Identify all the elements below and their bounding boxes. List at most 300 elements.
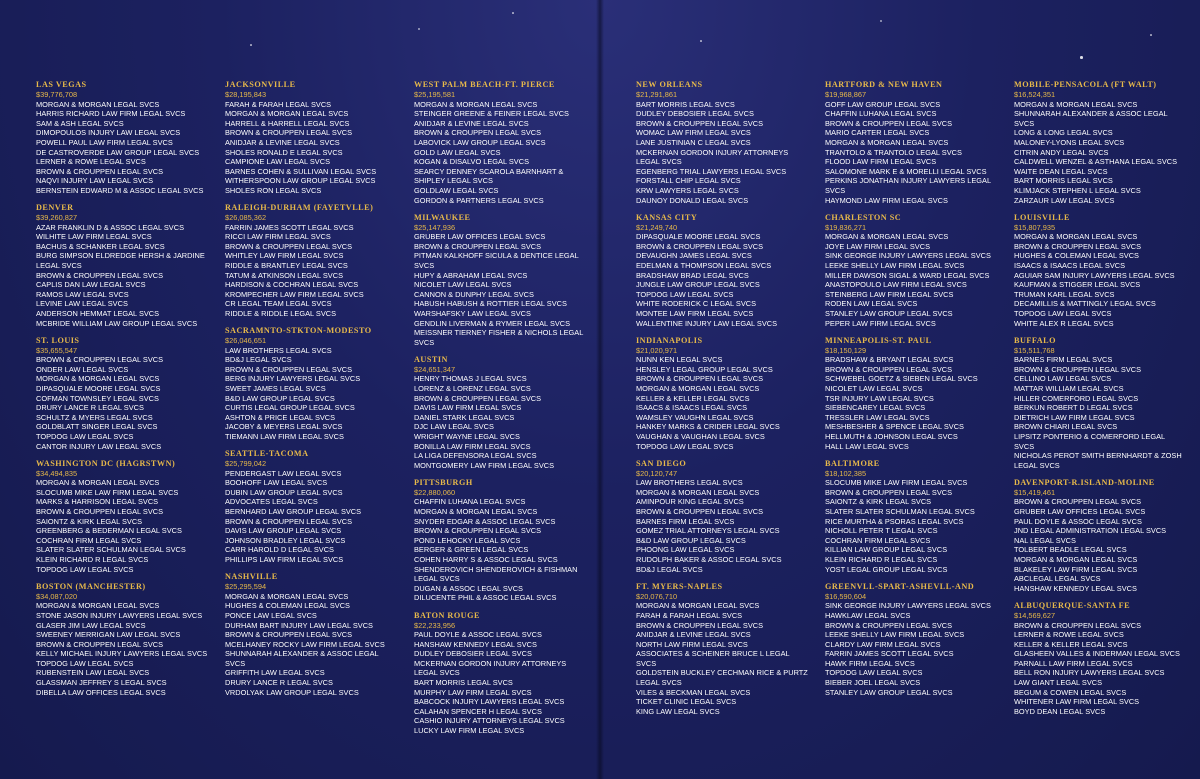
firm-line: BONILLA LAW FIRM LEGAL SVCS — [414, 441, 531, 451]
firm-line: SHOLES RONALD E LEGAL SVCS — [225, 147, 343, 157]
firm-line: ASSOCIATES & SCHEINER BRUCE L LEGAL — [636, 649, 790, 659]
firm-line: HABUSH HABUSH & ROTTIER LEGAL SVCS — [414, 299, 567, 309]
firm-line: CHAFFIN LUHANA LEGAL SVCS — [825, 109, 937, 119]
firm-line: BROWN & CROUPPEN LEGAL SVCS — [1014, 241, 1142, 251]
firm-line: GOLDSTEIN BUCKLEY CECHMAN RICE & PURTZ — [636, 668, 808, 678]
firm-line: TOPDOG LAW LEGAL SVCS — [825, 668, 923, 678]
firm-line: DRURY LANCE R LEGAL SVCS — [36, 403, 144, 413]
market-name: SAN DIEGO — [636, 458, 687, 468]
market-name: BALTIMORE — [825, 458, 880, 468]
firm-line: DUDLEY DEBOSIER LEGAL SVCS — [636, 109, 754, 119]
firm-line: LERNER & ROWE LEGAL SVCS — [1014, 630, 1124, 640]
market-amount: $22,880,060 — [414, 487, 456, 497]
firm-line: RAMOS LAW LEGAL SVCS — [36, 289, 129, 299]
market-amount: $16,590,604 — [825, 591, 867, 601]
firm-line: KLEIN RICHARD R LEGAL SVCS — [825, 555, 938, 565]
firm-line: WARSHAFSKY LAW LEGAL SVCS — [414, 308, 531, 318]
firm-line: LEEKE SHELLY LAW FIRM LEGAL SVCS — [825, 630, 965, 640]
firm-line: BART MORRIS LEGAL SVCS — [414, 678, 513, 688]
firm-line: BROWN & CROUPPEN LEGAL SVCS — [636, 507, 764, 517]
market-block — [36, 336, 225, 452]
market-block — [414, 478, 603, 603]
market-block — [36, 459, 225, 575]
market-amount: $25,799,042 — [225, 459, 267, 469]
firm-line: KILLIAN LAW GROUP LEGAL SVCS — [825, 545, 948, 555]
firm-line: WAMSLEY VAUGHN LEGAL SVCS — [636, 412, 754, 422]
firm-line: VILES & BECKMAN LEGAL SVCS — [636, 687, 751, 697]
firm-line: SINK GEORGE INJURY LAWYERS LEGAL SVCS — [825, 601, 991, 611]
firm-line: SHUNNARAH ALEXANDER & ASSOC LEGAL — [1014, 109, 1168, 119]
market-name: DENVER — [36, 203, 74, 213]
firm-line: HUGHES & COLEMAN LEGAL SVCS — [225, 601, 350, 611]
firm-line: LEGAL SVCS — [414, 668, 460, 678]
firm-line: KAUFMAN & STIGGER LEGAL SVCS — [1014, 280, 1141, 290]
firm-line: DUDLEY DEBOSIER LEGAL SVCS — [414, 649, 532, 659]
firm-line: ANIDJAR & LEVINE LEGAL SVCS — [636, 630, 751, 640]
firm-line: SHENDEROVICH SHENDEROVICH & FISHMAN — [414, 564, 578, 574]
firm-line: BROWN & CROUPPEN LEGAL SVCS — [414, 526, 542, 536]
firm-line: FARRIN JAMES SCOTT LEGAL SVCS — [825, 649, 954, 659]
market-block — [636, 336, 825, 452]
firm-line: BART MORRIS LEGAL SVCS — [636, 99, 735, 109]
market-block — [414, 213, 603, 348]
firm-line: GLASHEEN VALLES & INDERMAN LEGAL SVCS — [1014, 649, 1180, 659]
firm-line: SIEBENCAREY LEGAL SVCS — [825, 403, 926, 413]
firm-line: SCHWEBEL GOETZ & SIEBEN LEGAL SVCS — [825, 374, 978, 384]
firm-line: BROWN & CROUPPEN LEGAL SVCS — [225, 630, 353, 640]
market-amount: $25,195,581 — [414, 90, 456, 99]
firm-line: DECAMILLIS & MATTINGLY LEGAL SVCS — [1014, 299, 1156, 309]
firm-line: WITHERSPOON LAW GROUP LEGAL SVCS — [225, 176, 376, 186]
firm-line: GRUBER LAW OFFICES LEGAL SVCS — [414, 232, 546, 242]
firm-line: BELL RON INJURY LAWYERS LEGAL SVCS — [1014, 668, 1165, 678]
firm-line: WALLENTINE INJURY LAW LEGAL SVCS — [636, 318, 778, 328]
market-amount: $16,524,351 — [1014, 90, 1056, 99]
firm-line: KELLER & KELLER LEGAL SVCS — [636, 393, 750, 403]
firm-line: CASHIO INJURY ATTORNEYS LEGAL SVCS — [414, 716, 565, 726]
firm-line: BIEBER JOEL LEGAL SVCS — [825, 678, 921, 688]
firm-line: FORSTALL CHIP LEGAL SVCS — [636, 176, 741, 186]
firm-line: BERKUN ROBERT D LEGAL SVCS — [1014, 403, 1133, 413]
star — [512, 12, 514, 14]
firm-line: PAUL DOYLE & ASSOC LEGAL SVCS — [414, 630, 542, 640]
firm-line: MORGAN & MORGAN LEGAL SVCS — [825, 232, 949, 242]
firm-line: BROWN & CROUPPEN LEGAL SVCS — [636, 374, 764, 384]
firm-line: GORDON & PARTNERS LEGAL SVCS — [414, 195, 544, 205]
firm-line: ZARZAUR LAW LEGAL SVCS — [1014, 195, 1115, 205]
firm-line: PONCE LAW LEGAL SVCS — [225, 610, 317, 620]
firm-line: DUGAN & ASSOC LEGAL SVCS — [414, 583, 523, 593]
firm-line: NICHOLL PETER T LEGAL SVCS — [825, 526, 938, 536]
market-amount: $15,419,461 — [1014, 487, 1056, 497]
market-block — [225, 449, 414, 565]
firm-line: JOHNSON BRADLEY LEGAL SVCS — [225, 535, 346, 545]
firm-line: LAW BROTHERS LEGAL SVCS — [225, 345, 332, 355]
firm-line: WAITE DEAN LEGAL SVCS — [1014, 166, 1108, 176]
firm-line: DAUNOY DONALD LEGAL SVCS — [636, 195, 749, 205]
firm-line: TOLBERT BEADLE LEGAL SVCS — [1014, 545, 1127, 555]
firm-line: WHITE RODERICK C LEGAL SVCS — [636, 299, 757, 309]
star — [250, 44, 252, 46]
firm-line: WILHITE LAW FIRM LEGAL SVCS — [36, 232, 152, 242]
firm-line: MORGAN & MORGAN LEGAL SVCS — [414, 99, 538, 109]
firm-line: BERNHARD LAW GROUP LEGAL SVCS — [225, 507, 362, 517]
market-amount: $34,494,835 — [36, 468, 78, 478]
firm-line: DEVAUGHN JAMES LEGAL SVCS — [636, 251, 752, 261]
firm-line: BOYD DEAN LEGAL SVCS — [1014, 706, 1106, 716]
market-block — [36, 80, 225, 196]
firm-line: VAUGHAN & VAUGHAN LEGAL SVCS — [636, 432, 765, 441]
right-page — [636, 80, 1200, 770]
market-amount: $24,651,347 — [414, 364, 456, 374]
firm-line: TRUMAN KARL LEGAL SVCS — [1014, 289, 1115, 299]
firm-line: COHEN HARRY S & ASSOC LEGAL SVCS — [414, 555, 558, 565]
firm-line: MORGAN & MORGAN LEGAL SVCS — [1014, 232, 1138, 242]
firm-line: KLIMJACK STEPHEN L LEGAL SVCS — [1014, 185, 1141, 195]
firm-line: SINK GEORGE INJURY LAWYERS LEGAL SVCS — [825, 251, 991, 261]
firm-line: DIETRICH LAW FIRM LEGAL SVCS — [1014, 412, 1135, 422]
firm-line: KRW LAWYERS LEGAL SVCS — [636, 185, 739, 195]
firm-line: DURHAM BART INJURY LAW LEGAL SVCS — [225, 620, 373, 630]
market-block — [1014, 478, 1200, 594]
firm-line: HANSHAW KENNEDY LEGAL SVCS — [1014, 583, 1137, 593]
firm-line: EGENBERG TRIAL LAWYERS LEGAL SVCS — [636, 166, 787, 176]
firm-line: HANSHAW KENNEDY LEGAL SVCS — [414, 639, 537, 649]
market-column — [825, 80, 1014, 770]
firm-line: HENSLEY LEGAL GROUP LEGAL SVCS — [636, 364, 773, 374]
firm-line: GENDLIN LIVERMAN & RYMER LEGAL SVCS — [414, 318, 571, 328]
firm-line: SNYDER EDGAR & ASSOC LEGAL SVCS — [414, 516, 556, 526]
firm-line: SVCS — [1014, 118, 1035, 128]
market-block — [36, 582, 225, 698]
firm-line: BD&J LEGAL SVCS — [225, 355, 292, 365]
firm-line: PEPER LAW FIRM LEGAL SVCS — [825, 318, 936, 328]
firm-line: TSR INJURY LAW LEGAL SVCS — [825, 393, 934, 403]
market-amount: $25,147,936 — [414, 222, 456, 232]
firm-line: B&D LAW GROUP LEGAL SVCS — [225, 393, 335, 403]
market-column — [1014, 80, 1200, 770]
market-amount: $18,102,385 — [825, 468, 867, 478]
market-block — [636, 213, 825, 329]
firm-line: SVCS — [1014, 441, 1035, 451]
firm-line: FARAH & FARAH LEGAL SVCS — [225, 99, 332, 109]
firm-line: FARRIN JAMES SCOTT LEGAL SVCS — [225, 222, 354, 232]
firm-line: BURG SIMPSON ELDREDGE HERSH & JARDINE — [36, 251, 205, 261]
left-page — [36, 80, 603, 770]
firm-line: GLASSMAN JEFFREY S LEGAL SVCS — [36, 678, 167, 688]
market-name: WASHINGTON DC (HAGRSTWN) — [36, 458, 176, 468]
firm-line: RIDDLE & BRANTLEY LEGAL SVCS — [225, 261, 348, 270]
firm-line: B&D LAW GROUP LEGAL SVCS — [636, 535, 746, 545]
firm-line: COFMAN TOWNSLEY LEGAL SVCS — [36, 393, 159, 403]
firm-line: SHUNNARAH ALEXANDER & ASSOC LEGAL — [225, 649, 379, 659]
firm-line: ADVOCATES LEGAL SVCS — [225, 497, 318, 507]
firm-line: DUBIN LAW GROUP LEGAL SVCS — [225, 487, 343, 497]
firm-line: BROWN & CROUPPEN LEGAL SVCS — [225, 364, 353, 374]
firm-line: MORGAN & MORGAN LEGAL SVCS — [636, 601, 760, 611]
firm-line: MORGAN & MORGAN LEGAL SVCS — [636, 487, 760, 497]
firm-line: JOYE LAW FIRM LEGAL SVCS — [825, 241, 930, 251]
market-name: MINNEAPOLIS-ST. PAUL — [825, 335, 932, 345]
firm-line: SLOCUMB MIKE LAW FIRM LEGAL SVCS — [36, 487, 179, 497]
firm-line: SLATER SLATER SCHULMAN LEGAL SVCS — [36, 545, 186, 555]
market-amount: $21,020,971 — [636, 345, 678, 355]
firm-line: LUCKY LAW FIRM LEGAL SVCS — [414, 726, 525, 736]
firm-line: TOPDOG LAW LEGAL SVCS — [636, 441, 734, 451]
firm-line: MILLER DAWSON SIGAL & WARD LEGAL SVCS — [825, 270, 990, 280]
market-column — [414, 80, 603, 770]
firm-line: MORGAN & MORGAN LEGAL SVCS — [636, 384, 760, 394]
market-name: NASHVILLE — [225, 572, 278, 582]
firm-line: FARAH & FARAH LEGAL SVCS — [636, 610, 743, 620]
firm-line: HELLMUTH & JOHNSON LEGAL SVCS — [825, 432, 958, 441]
firm-line: DIPASQUALE MOORE LEGAL SVCS — [36, 384, 161, 394]
firm-line: KELLER & KELLER LEGAL SVCS — [1014, 639, 1128, 649]
market-block — [1014, 336, 1200, 471]
market-block — [36, 203, 225, 328]
firm-line: GRIFFITH LAW LEGAL SVCS — [225, 668, 325, 678]
firm-line: BROWN & CROUPPEN LEGAL SVCS — [825, 364, 953, 374]
firm-line: YOST LEGAL GROUP LEGAL SVCS — [825, 564, 948, 574]
firm-line: NAL LEGAL SVCS — [1014, 535, 1076, 545]
firm-line: BROWN & CROUPPEN LEGAL SVCS — [36, 270, 164, 280]
firm-line: WHITE ALEX R LEGAL SVCS — [1014, 318, 1114, 328]
firm-line: BARNES FIRM LEGAL SVCS — [636, 516, 735, 526]
firm-line: HARRIS RICHARD LAW FIRM LEGAL SVCS — [36, 109, 186, 119]
firm-line: LORENZ & LORENZ LEGAL SVCS — [414, 384, 531, 394]
firm-line: RUDOLPH BAKER & ASSOC LEGAL SVCS — [636, 555, 782, 565]
star — [880, 20, 882, 22]
firm-line: COCHRAN FIRM LEGAL SVCS — [36, 535, 142, 545]
firm-line: SWEET JAMES LEGAL SVCS — [225, 384, 326, 394]
market-block — [636, 80, 825, 205]
market-name: NEW ORLEANS — [636, 80, 703, 89]
firm-line: SVCS — [414, 261, 435, 270]
firm-line: ANIDJAR & LEVINE LEGAL SVCS — [225, 137, 340, 147]
firm-line: TATUM & ATKINSON LEGAL SVCS — [225, 270, 343, 280]
firm-line: WHITENER LAW FIRM LEGAL SVCS — [1014, 697, 1140, 707]
firm-line: ABCLEGAL LEGAL SVCS — [1014, 574, 1101, 584]
firm-line: SHIPLEY LEGAL SVCS — [414, 176, 493, 186]
market-amount: $21,291,861 — [636, 90, 678, 99]
firm-line: HAYMOND LAW FIRM LEGAL SVCS — [825, 195, 948, 205]
market-amount: $15,511,768 — [1014, 345, 1055, 355]
market-amount: $28,195,843 — [225, 90, 267, 99]
firm-line: EDELMAN & THOMPSON LEGAL SVCS — [636, 261, 772, 270]
market-name: BATON ROUGE — [414, 610, 480, 620]
firm-line: BROWN & CROUPPEN LEGAL SVCS — [1014, 620, 1142, 630]
firm-line: SAIONTZ & KIRK LEGAL SVCS — [36, 516, 143, 526]
market-name: JACKSONVILLE — [225, 80, 296, 89]
firm-line: HAWKLAW LEGAL SVCS — [825, 610, 911, 620]
firm-line: GRUBER LAW OFFICES LEGAL SVCS — [1014, 507, 1146, 517]
firm-line: BROWN & CROUPPEN LEGAL SVCS — [636, 241, 764, 251]
firm-line: SVCS — [825, 185, 846, 195]
market-name: SACRAMNTO-STKTON-MODESTO — [225, 326, 372, 336]
market-amount: $14,569,627 — [1014, 610, 1056, 620]
firm-line: ANASTOPOULO LAW FIRM LEGAL SVCS — [825, 280, 967, 290]
firm-line: BROWN & CROUPPEN LEGAL SVCS — [1014, 497, 1142, 507]
firm-line: MORGAN & MORGAN LEGAL SVCS — [36, 478, 160, 488]
firm-line: TOPDOG LAW LEGAL SVCS — [36, 432, 134, 441]
firm-line: MORGAN & MORGAN LEGAL SVCS — [36, 601, 160, 611]
firm-line: BERNSTEIN EDWARD M & ASSOC LEGAL SVCS — [36, 185, 204, 195]
firm-line: TICKET CLINIC LEGAL SVCS — [636, 697, 737, 707]
market-name: BUFFALO — [1014, 335, 1057, 345]
firm-line: LONG & LONG LEGAL SVCS — [1014, 128, 1113, 138]
firm-line: HAWK FIRM LEGAL SVCS — [825, 658, 915, 668]
firm-line: PENDERGAST LAW LEGAL SVCS — [225, 468, 342, 478]
firm-line: KLEIN RICHARD R LEGAL SVCS — [36, 555, 149, 565]
firm-line: SALOMONE MARK E & MORELLI LEGAL SVCS — [825, 166, 987, 176]
firm-line: DIMOPOULOS INJURY LAW LEGAL SVCS — [36, 128, 181, 138]
firm-line: BERG INJURY LAWYERS LEGAL SVCS — [225, 374, 361, 384]
firm-line: LANE JUSTINIAN C LEGAL SVCS — [636, 137, 751, 147]
firm-line: MCBRIDE WILLIAM LAW GROUP LEGAL SVCS — [36, 318, 198, 328]
market-name: AUSTIN — [414, 354, 448, 364]
firm-line: BROWN & CROUPPEN LEGAL SVCS — [636, 620, 764, 630]
firm-line: ISAACS & ISAACS LEGAL SVCS — [636, 403, 748, 413]
firm-line: KELLY MICHAEL INJURY LAWYERS LEGAL SVCS — [36, 649, 208, 659]
market-name: SEATTLE-TACOMA — [225, 449, 309, 459]
firm-line: TIEMANN LAW FIRM LEGAL SVCS — [225, 432, 344, 441]
market-amount: $19,968,867 — [825, 90, 867, 99]
market-name: RALEIGH-DURHAM (FAYETVLLE) — [225, 203, 374, 213]
firm-line: STANLEY LAW GROUP LEGAL SVCS — [825, 687, 953, 697]
market-column — [225, 80, 414, 770]
market-amount: $26,046,651 — [225, 336, 267, 346]
firm-line: RICCI LAW FIRM LEGAL SVCS — [225, 232, 331, 242]
firm-line: CURTIS LEGAL GROUP LEGAL SVCS — [225, 403, 355, 413]
market-amount: $34,087,020 — [36, 591, 78, 601]
market-amount: $15,807,935 — [1014, 222, 1056, 232]
market-block — [414, 80, 603, 205]
firm-line: MALONEY-LYONS LEGAL SVCS — [1014, 137, 1125, 147]
firm-line: NAQVI INJURY LAW LEGAL SVCS — [36, 176, 154, 186]
firm-line: ANDERSON HEMMAT LEGAL SVCS — [36, 308, 160, 318]
firm-line: LAW GIANT LEGAL SVCS — [1014, 678, 1103, 688]
firm-line: POND LEHOCKY LEGAL SVCS — [414, 535, 521, 545]
firm-line: SAIONTZ & KIRK LEGAL SVCS — [825, 497, 932, 507]
firm-line: SWEENEY MERRIGAN LAW LEGAL SVCS — [36, 630, 181, 640]
firm-line: SCHULTZ & MYERS LEGAL SVCS — [36, 412, 153, 422]
firm-line: KROMPECHER LAW FIRM LEGAL SVCS — [225, 289, 364, 299]
firm-line: BLAKELEY LAW FIRM LEGAL SVCS — [1014, 564, 1138, 574]
firm-line: RODEN LAW LEGAL SVCS — [825, 299, 918, 309]
firm-line: HALL LAW LEGAL SVCS — [825, 441, 909, 451]
market-column — [36, 80, 225, 770]
market-amount: $25,295,594 — [225, 582, 267, 592]
firm-line: BRADSHAW & BRYANT LEGAL SVCS — [825, 355, 954, 365]
firm-line: SEARCY DENNEY SCAROLA BARNHART & — [414, 166, 564, 176]
firm-line: AGUIAR SAM INJURY LAWYERS LEGAL SVCS — [1014, 270, 1175, 280]
market-amount: $20,120,747 — [636, 468, 678, 478]
market-block — [825, 582, 1014, 698]
firm-line: BROWN CHIARI LEGAL SVCS — [1014, 422, 1118, 432]
firm-line: KING LAW LEGAL SVCS — [636, 706, 720, 716]
market-name: PITTSBURGH — [414, 477, 473, 487]
market-block — [825, 80, 1014, 205]
firm-line: GOLDLAW LEGAL SVCS — [414, 185, 499, 195]
firm-line: DAVIS LAW FIRM LEGAL SVCS — [414, 403, 522, 413]
firm-line: RIDDLE & RIDDLE LEGAL SVCS — [225, 308, 337, 318]
firm-line: CALDWELL WENZEL & ASTHANA LEGAL SVCS — [1014, 157, 1178, 167]
firm-line: LIPSITZ PONTERIO & COMERFORD LEGAL — [1014, 432, 1166, 441]
firm-line: MORGAN & MORGAN LEGAL SVCS — [414, 507, 538, 517]
firm-line: CALAHAN SPENCER H LEGAL SVCS — [414, 706, 542, 716]
firm-line: SLOCUMB MIKE LAW FIRM LEGAL SVCS — [825, 478, 968, 488]
market-block — [225, 80, 414, 196]
firm-line: MCELHANEY ROCKY LAW FIRM LEGAL SVCS — [225, 639, 385, 649]
firm-line: JACOBY & MEYERS LEGAL SVCS — [225, 422, 343, 432]
market-block — [825, 336, 1014, 452]
firm-line: LEGAL SVCS — [636, 678, 682, 688]
firm-line: STONE JASON INJURY LAWYERS LEGAL SVCS — [36, 610, 203, 620]
firm-line: PHILLIPS LAW FIRM LEGAL SVCS — [225, 555, 344, 565]
firm-line: PERKINS JONATHAN INJURY LAWYERS LEGAL — [825, 176, 992, 186]
firm-line: PITMAN KALKHOFF SICULA & DENTICE LEGAL — [414, 251, 579, 261]
market-amount: $39,260,827 — [36, 213, 78, 223]
firm-line: PARNALL LAW FIRM LEGAL SVCS — [1014, 658, 1133, 668]
market-amount: $26,085,362 — [225, 213, 267, 223]
firm-line: MORGAN & MORGAN LEGAL SVCS — [36, 374, 160, 384]
firm-line: HUPY & ABRAHAM LEGAL SVCS — [414, 270, 528, 280]
market-block — [225, 572, 414, 697]
market-block — [1014, 80, 1200, 205]
firm-line: CAPLIS DAN LAW LEGAL SVCS — [36, 280, 146, 290]
firm-line: SLATER SLATER SCHULMAN LEGAL SVCS — [825, 507, 975, 517]
firm-line: TRESSLER LAW LEGAL SVCS — [825, 412, 930, 422]
firm-line: LEVINE LAW LEGAL SVCS — [36, 299, 128, 309]
firm-line: RUBENSTEIN LAW LEGAL SVCS — [36, 668, 150, 678]
firm-line: FLOOD LAW FIRM LEGAL SVCS — [825, 157, 937, 167]
firm-line: LEGAL SVCS — [414, 574, 460, 584]
market-block — [1014, 601, 1200, 717]
firm-line: CANNON & DUNPHY LEGAL SVCS — [414, 289, 534, 299]
market-block — [414, 611, 603, 736]
market-amount: $35,655,547 — [36, 345, 78, 355]
market-name: MOBILE-PENSACOLA (FT WALT) — [1014, 80, 1157, 89]
firm-line: JND LEGAL ADMINISTRATION LEGAL SVCS — [1014, 526, 1167, 536]
firm-line: BART MORRIS LEGAL SVCS — [1014, 176, 1113, 186]
firm-line: GLASER JIM LAW LEGAL SVCS — [36, 620, 146, 630]
firm-line: GOMEZ TRIAL ATTORNEYS LEGAL SVCS — [636, 526, 780, 536]
firm-line: CAMPIONE LAW LEGAL SVCS — [225, 157, 331, 167]
firm-line: VRDOLYAK LAW GROUP LEGAL SVCS — [225, 687, 359, 697]
market-name: HARTFORD & NEW HAVEN — [825, 80, 943, 89]
firm-line: GOLDBLATT SINGER LEGAL SVCS — [36, 422, 158, 432]
firm-line: BROWN & CROUPPEN LEGAL SVCS — [36, 166, 164, 176]
firm-line: BROWN & CROUPPEN LEGAL SVCS — [825, 118, 953, 128]
firm-line: BARNES COHEN & SULLIVAN LEGAL SVCS — [225, 166, 377, 176]
market-name: LOUISVILLE — [1014, 212, 1070, 222]
market-block — [825, 459, 1014, 575]
firm-line: MESHBESHER & SPENCE LEGAL SVCS — [825, 422, 964, 432]
star — [418, 28, 420, 30]
firm-line: SVCS — [225, 658, 246, 668]
firm-line: ASHTON & PRICE LEGAL SVCS — [225, 412, 336, 422]
firm-line: KOGAN & DISALVO LEGAL SVCS — [414, 157, 530, 167]
star — [1150, 34, 1152, 36]
firm-line: MEISSNER TIERNEY FISHER & NICHOLS LEGAL — [414, 328, 584, 338]
firm-line: MORGAN & MORGAN LEGAL SVCS — [225, 109, 349, 119]
market-name: ST. LOUIS — [36, 335, 80, 345]
firm-line: CARR HAROLD D LEGAL SVCS — [225, 545, 334, 555]
firm-line: TOPDOG LAW LEGAL SVCS — [36, 658, 134, 668]
firm-line: BRADSHAW BRAD LEGAL SVCS — [636, 270, 749, 280]
market-name: KANSAS CITY — [636, 212, 698, 222]
market-name: FT. MYERS-NAPLES — [636, 581, 723, 591]
